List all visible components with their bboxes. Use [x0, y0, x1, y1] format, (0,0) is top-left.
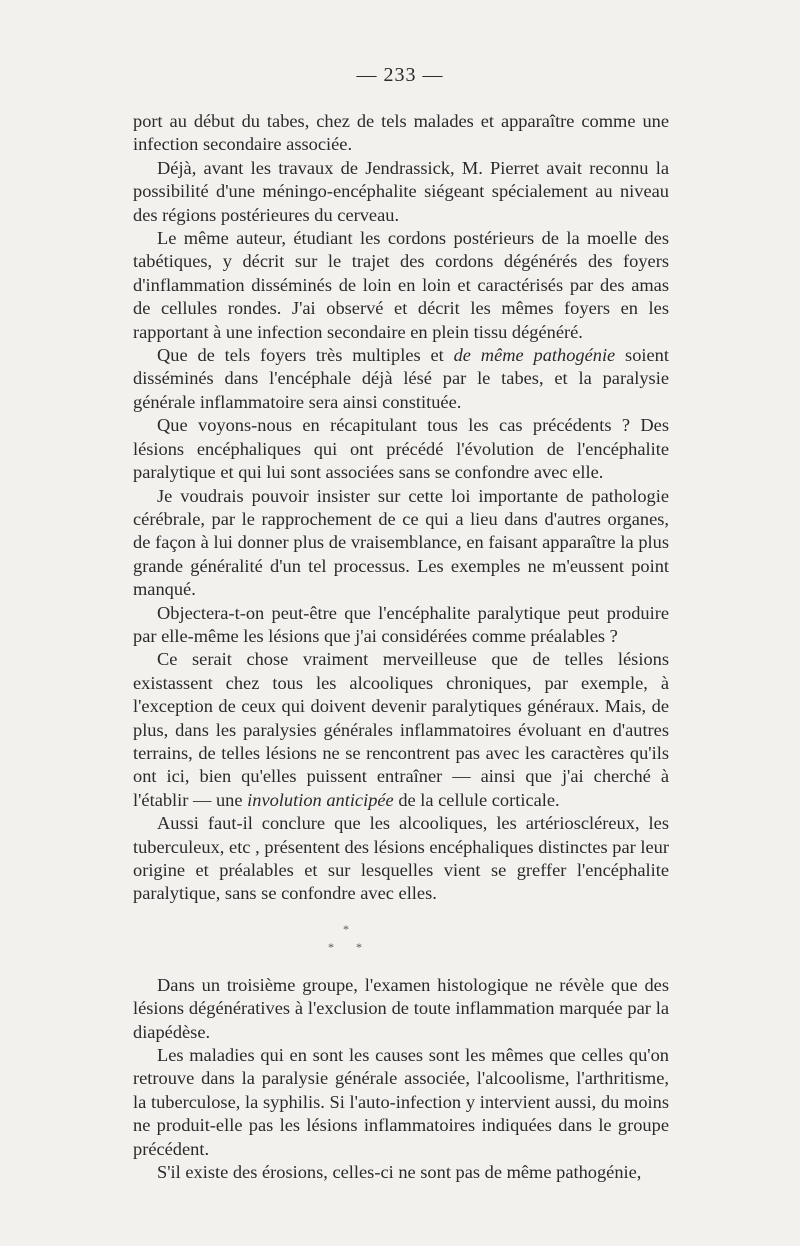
text-segment: Que voyons-nous en récapitulant tous les cas précédents ? Des lésions encéphaliques qui ont précédé l'évolution de l'encéphalite paralytique et qui lui sont associées sans se confondre avec elle. [133, 415, 669, 483]
text-segment: Objectera-t-on peut-être que l'encéphalite paralytique peut produire par elle-même les lésions que j'ai considérées comme préalables ? [133, 602, 669, 646]
asterisk-top: * [343, 921, 349, 936]
paragraph [133, 602, 669, 649]
text-segment: Le même auteur, étudiant les cordons postérieurs de la moelle des tabétiques, y décrit sur le trajet des cordons dégénérés des foyers d'inflammation disséminés de loin en loin et caractérisés par des amas de cellules rondes. J'ai observé et décrit les mêmes foyers en les rapportant à une infection secondaire en plein tissu dégénéré. [133, 228, 669, 342]
paragraph [133, 485, 669, 602]
paragraph [133, 414, 669, 484]
page-number: — 233 — [356, 64, 444, 86]
text-segment: port au début du tabes, chez de tels malades et apparaître comme une infection secondaire associée. [133, 111, 669, 155]
text-segment: Les maladies qui en sont les causes sont les mêmes que celles qu'on retrouve dans la paralysie générale associée, l'alcoolisme, l'arthritisme, la tuberculose, la syphilis. Si l'auto-infection y intervient aussi, du moins ne produit-elle pas les lésions inflammatoires indiquées dans le groupe précédent. [133, 1045, 669, 1159]
paragraph [133, 110, 669, 157]
paragraph [133, 812, 669, 906]
text-segment: Dans un troisième groupe, l'examen histologique ne révèle que des lésions dégénératives à l'exclusion de toute inflammation marquée par la diapédèse. [133, 974, 669, 1042]
text-segment: Ce serait chose vraiment merveilleuse que de telles lésions existassent chez tous les alcooliques chroniques, par exemple, à l'exception de ceux qui doivent devenir paralytiques généraux. Mais, de plus, dans les paralysies générales inflammatoires évoluant en d'autres terrains, de telles lésions ne se rencontrent pas avec les caractères qu'ils ont ici, bien qu'elles puissent entraîner — ainsi que j'ai cherché à l'établir — une [133, 649, 669, 810]
text-segment: Aussi faut-il conclure que les alcooliques, les artérioscléreux, les tuberculeux, etc , présentent des lésions encéphaliques distinctes par leur origine et préalables et sur lesquelles vient se greffer l'encéphalite paralytique, sans se confondre avec elles. [133, 813, 669, 904]
italic-text: involution anticipée [247, 789, 394, 810]
paragraph [133, 157, 669, 227]
body-text [133, 110, 669, 1184]
text-segment: soient disséminés dans l'encéphale déjà lésé par le tabes, et la paralysie générale inflammatoire sera ainsi constituée. [133, 345, 669, 412]
paragraph [133, 1161, 669, 1184]
paragraph [133, 1044, 669, 1161]
text-segment: Déjà, avant les travaux de Jendrassick, M. Pierret avait reconnu la possibilité d'une méningo-encéphalite siégeant spécialement au niveau des régions postérieures du cerveau. [133, 157, 669, 225]
text-segment: S'il existe des érosions, celles-ci ne sont pas de même pathogénie, [157, 1162, 642, 1183]
section-separator [133, 906, 669, 974]
text-segment: Je voudrais pouvoir insister sur cette loi importante de pathologie cérébrale, par le rapprochement de ce qui a lieu dans d'autres organes, de façon à lui donner plus de vraisemblance, en faisant apparaître la plus grande généralité d'un tel processus. Les exemples ne m'eussent point manqué. [133, 485, 669, 600]
asterisk-left: * [328, 939, 334, 954]
italic-text: de même pathogénie [453, 345, 616, 366]
text-segment: Que de tels foyers très multiples et [157, 345, 454, 366]
text-segment: de la cellule corticale. [393, 789, 560, 810]
paragraphs-section-1 [133, 110, 669, 906]
paragraph [133, 648, 669, 812]
asterisk-right: * [356, 939, 362, 954]
paragraph [133, 974, 669, 1044]
paragraph [133, 227, 669, 344]
paragraphs-section-2 [133, 974, 669, 1185]
paragraph [133, 344, 669, 414]
